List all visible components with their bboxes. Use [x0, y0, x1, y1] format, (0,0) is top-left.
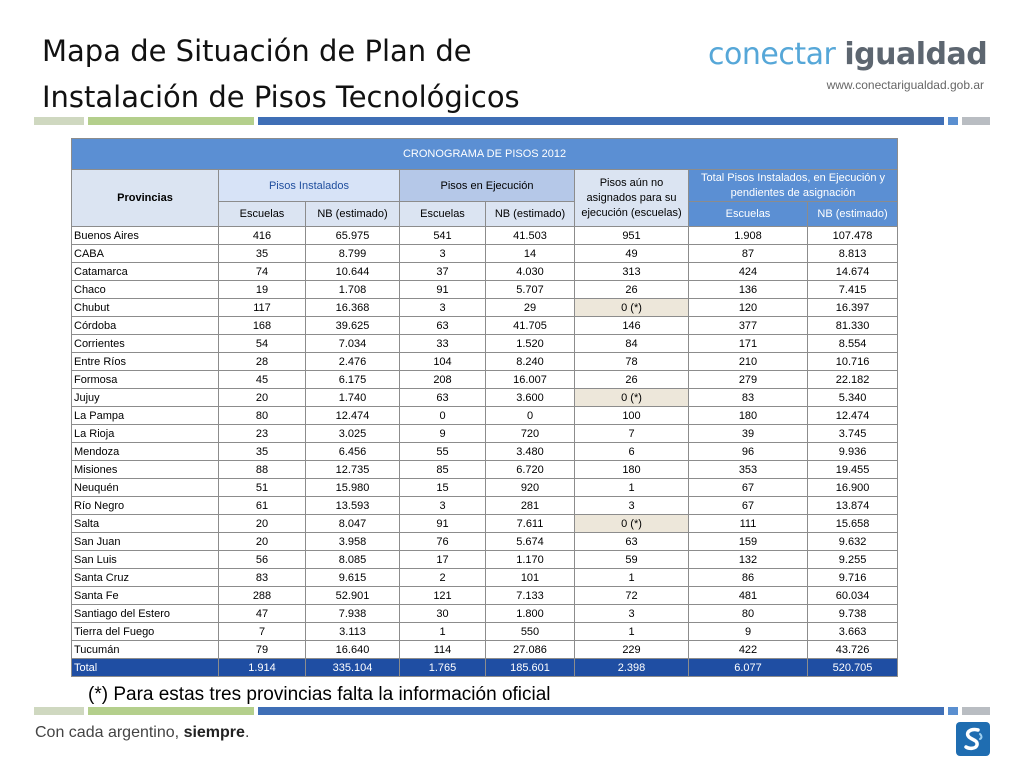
government-logo-icon: [956, 722, 990, 756]
value-cell: 19: [219, 281, 306, 299]
value-cell: 96: [689, 443, 808, 461]
value-cell: 168: [219, 317, 306, 335]
value-cell: 100: [575, 407, 689, 425]
value-cell: 8.799: [306, 245, 400, 263]
total-label: Total: [72, 659, 219, 677]
subheader-nb-total: NB (estimado): [808, 202, 898, 227]
value-cell: 3.600: [486, 389, 575, 407]
value-cell: 6.456: [306, 443, 400, 461]
value-cell: 14.674: [808, 263, 898, 281]
table-row: [72, 551, 898, 569]
value-cell: 279: [689, 371, 808, 389]
total-cell: 1.765: [400, 659, 486, 677]
value-cell: 45: [219, 371, 306, 389]
footnote: (*) Para estas tres provincias falta la información oficial: [88, 684, 551, 705]
value-cell: 15.658: [808, 515, 898, 533]
value-cell: 951: [575, 227, 689, 245]
value-cell: 8.813: [808, 245, 898, 263]
subheader-nb-instalados: NB (estimado): [306, 202, 400, 227]
table-row: [72, 461, 898, 479]
value-cell: 353: [689, 461, 808, 479]
value-cell: 117: [219, 299, 306, 317]
table-row: [72, 353, 898, 371]
header-pisos-ejecucion: Pisos en Ejecución: [400, 170, 575, 202]
value-cell: 16.368: [306, 299, 400, 317]
value-cell: 8.240: [486, 353, 575, 371]
value-cell: 12.474: [306, 407, 400, 425]
subheader-nb-ejecucion: NB (estimado): [486, 202, 575, 227]
header-provincias: Provincias: [72, 170, 219, 227]
value-cell: 37: [400, 263, 486, 281]
value-cell: 35: [219, 443, 306, 461]
value-cell: 39.625: [306, 317, 400, 335]
value-cell: 9.255: [808, 551, 898, 569]
table-row: [72, 497, 898, 515]
value-cell: 114: [400, 641, 486, 659]
value-cell: 14: [486, 245, 575, 263]
value-cell: 55: [400, 443, 486, 461]
province-cell: Santa Fe: [72, 587, 219, 605]
value-cell: 1.708: [306, 281, 400, 299]
table-row: [72, 479, 898, 497]
value-cell: 180: [575, 461, 689, 479]
value-cell: 41.705: [486, 317, 575, 335]
table-row: [72, 443, 898, 461]
total-cell: 520.705: [808, 659, 898, 677]
value-cell: 6.720: [486, 461, 575, 479]
value-cell: 6.175: [306, 371, 400, 389]
logo-word-conectar: conectar: [708, 37, 836, 72]
province-cell: Salta: [72, 515, 219, 533]
value-cell: 208: [400, 371, 486, 389]
value-cell: 47: [219, 605, 306, 623]
value-cell: 121: [400, 587, 486, 605]
value-cell: 9: [400, 425, 486, 443]
value-cell: 7.133: [486, 587, 575, 605]
province-cell: CABA: [72, 245, 219, 263]
value-cell: 30: [400, 605, 486, 623]
table-row: [72, 623, 898, 641]
value-cell: 4.030: [486, 263, 575, 281]
total-cell: 1.914: [219, 659, 306, 677]
table-row: [72, 263, 898, 281]
total-row: [72, 659, 898, 677]
conectar-igualdad-logo: [708, 38, 988, 92]
value-cell: 180: [689, 407, 808, 425]
header-pisos-instalados: Pisos Instalados: [219, 170, 400, 202]
value-cell: 41.503: [486, 227, 575, 245]
slogan-end: .: [244, 724, 250, 741]
slogan-bold: siempre: [183, 724, 245, 741]
value-cell: 91: [400, 515, 486, 533]
province-cell: San Juan: [72, 533, 219, 551]
subheader-escuelas-total: Escuelas: [689, 202, 808, 227]
value-cell: 229: [575, 641, 689, 659]
province-cell: Mendoza: [72, 443, 219, 461]
value-cell: 1.520: [486, 335, 575, 353]
value-cell: 171: [689, 335, 808, 353]
value-cell: 5.674: [486, 533, 575, 551]
value-cell: 76: [400, 533, 486, 551]
value-cell: 422: [689, 641, 808, 659]
value-cell: 12.474: [808, 407, 898, 425]
value-cell: 20: [219, 533, 306, 551]
value-cell: 424: [689, 263, 808, 281]
value-cell: 33: [400, 335, 486, 353]
value-cell: 0 (*): [575, 515, 689, 533]
value-cell: 16.007: [486, 371, 575, 389]
subheader-escuelas-instalados: Escuelas: [219, 202, 306, 227]
value-cell: 26: [575, 281, 689, 299]
value-cell: 8.047: [306, 515, 400, 533]
value-cell: 29: [486, 299, 575, 317]
value-cell: 15: [400, 479, 486, 497]
value-cell: 1.908: [689, 227, 808, 245]
value-cell: 28: [219, 353, 306, 371]
value-cell: 720: [486, 425, 575, 443]
value-cell: 3: [575, 497, 689, 515]
table-row: [72, 515, 898, 533]
value-cell: 3: [400, 497, 486, 515]
value-cell: 3.958: [306, 533, 400, 551]
province-cell: San Luis: [72, 551, 219, 569]
logo-url: www.conectarigualdad.gob.ar: [826, 78, 984, 92]
value-cell: 52.901: [306, 587, 400, 605]
table-row: [72, 281, 898, 299]
value-cell: 1.800: [486, 605, 575, 623]
province-cell: Tucumán: [72, 641, 219, 659]
logo-word-igualdad: igualdad: [844, 37, 988, 72]
value-cell: 72: [575, 587, 689, 605]
value-cell: 80: [689, 605, 808, 623]
value-cell: 3: [400, 245, 486, 263]
total-cell: 2.398: [575, 659, 689, 677]
table-row: [72, 641, 898, 659]
value-cell: 63: [400, 317, 486, 335]
subheader-escuelas-ejecucion: Escuelas: [400, 202, 486, 227]
value-cell: 26: [575, 371, 689, 389]
value-cell: 146: [575, 317, 689, 335]
value-cell: 39: [689, 425, 808, 443]
value-cell: 27.086: [486, 641, 575, 659]
province-cell: Corrientes: [72, 335, 219, 353]
value-cell: 51: [219, 479, 306, 497]
province-cell: Entre Ríos: [72, 353, 219, 371]
province-cell: Buenos Aires: [72, 227, 219, 245]
footer-slogan: [35, 724, 249, 742]
value-cell: 85: [400, 461, 486, 479]
value-cell: 7.611: [486, 515, 575, 533]
value-cell: 59: [575, 551, 689, 569]
value-cell: 13.593: [306, 497, 400, 515]
value-cell: 281: [486, 497, 575, 515]
value-cell: 6: [575, 443, 689, 461]
value-cell: 81.330: [808, 317, 898, 335]
value-cell: 13.874: [808, 497, 898, 515]
top-divider-bar: [34, 117, 990, 125]
table-caption: CRONOGRAMA DE PISOS 2012: [72, 139, 898, 170]
value-cell: 107.478: [808, 227, 898, 245]
value-cell: 101: [486, 569, 575, 587]
value-cell: 74: [219, 263, 306, 281]
value-cell: 3: [575, 605, 689, 623]
value-cell: 87: [689, 245, 808, 263]
value-cell: 9: [689, 623, 808, 641]
value-cell: 2: [400, 569, 486, 587]
value-cell: 1: [575, 569, 689, 587]
table-row: [72, 407, 898, 425]
value-cell: 10.644: [306, 263, 400, 281]
value-cell: 7.415: [808, 281, 898, 299]
value-cell: 481: [689, 587, 808, 605]
value-cell: 3: [400, 299, 486, 317]
province-cell: Chubut: [72, 299, 219, 317]
province-cell: Santa Cruz: [72, 569, 219, 587]
value-cell: 23: [219, 425, 306, 443]
province-cell: Río Negro: [72, 497, 219, 515]
value-cell: 1.740: [306, 389, 400, 407]
value-cell: 5.340: [808, 389, 898, 407]
value-cell: 5.707: [486, 281, 575, 299]
value-cell: 1: [400, 623, 486, 641]
value-cell: 12.735: [306, 461, 400, 479]
value-cell: 67: [689, 497, 808, 515]
value-cell: 0: [400, 407, 486, 425]
value-cell: 3.480: [486, 443, 575, 461]
value-cell: 7.034: [306, 335, 400, 353]
value-cell: 63: [575, 533, 689, 551]
title-line-1: Mapa de Situación de Plan de: [42, 34, 472, 68]
value-cell: 0 (*): [575, 389, 689, 407]
province-cell: Neuquén: [72, 479, 219, 497]
value-cell: 136: [689, 281, 808, 299]
province-cell: Formosa: [72, 371, 219, 389]
value-cell: 3.663: [808, 623, 898, 641]
value-cell: 377: [689, 317, 808, 335]
province-cell: Jujuy: [72, 389, 219, 407]
value-cell: 541: [400, 227, 486, 245]
value-cell: 7: [219, 623, 306, 641]
total-cell: 6.077: [689, 659, 808, 677]
value-cell: 132: [689, 551, 808, 569]
value-cell: 20: [219, 515, 306, 533]
province-cell: Santiago del Estero: [72, 605, 219, 623]
table-row: [72, 569, 898, 587]
value-cell: 3.745: [808, 425, 898, 443]
header-pisos-no-asignados: Pisos aún no asignados para su ejecución (escuelas): [575, 170, 689, 227]
value-cell: 83: [219, 569, 306, 587]
value-cell: 91: [400, 281, 486, 299]
value-cell: 1: [575, 479, 689, 497]
value-cell: 313: [575, 263, 689, 281]
value-cell: 19.455: [808, 461, 898, 479]
value-cell: 83: [689, 389, 808, 407]
province-cell: La Rioja: [72, 425, 219, 443]
value-cell: 9.738: [808, 605, 898, 623]
value-cell: 104: [400, 353, 486, 371]
province-cell: Tierra del Fuego: [72, 623, 219, 641]
value-cell: 920: [486, 479, 575, 497]
value-cell: 9.632: [808, 533, 898, 551]
table-row: [72, 227, 898, 245]
province-cell: Misiones: [72, 461, 219, 479]
value-cell: 17: [400, 551, 486, 569]
value-cell: 120: [689, 299, 808, 317]
value-cell: 416: [219, 227, 306, 245]
value-cell: 78: [575, 353, 689, 371]
value-cell: 43.726: [808, 641, 898, 659]
value-cell: 8.085: [306, 551, 400, 569]
value-cell: 20: [219, 389, 306, 407]
value-cell: 2.476: [306, 353, 400, 371]
slogan-plain: Con cada argentino,: [35, 724, 180, 741]
value-cell: 56: [219, 551, 306, 569]
value-cell: 79: [219, 641, 306, 659]
value-cell: 1.170: [486, 551, 575, 569]
value-cell: 7: [575, 425, 689, 443]
page-title: [42, 28, 568, 120]
table-row: [72, 371, 898, 389]
table-row: [72, 299, 898, 317]
value-cell: 80: [219, 407, 306, 425]
value-cell: 22.182: [808, 371, 898, 389]
table-row: [72, 245, 898, 263]
value-cell: 159: [689, 533, 808, 551]
value-cell: 210: [689, 353, 808, 371]
value-cell: 16.900: [808, 479, 898, 497]
value-cell: 84: [575, 335, 689, 353]
table-row: [72, 605, 898, 623]
value-cell: 49: [575, 245, 689, 263]
value-cell: 35: [219, 245, 306, 263]
value-cell: 61: [219, 497, 306, 515]
bottom-divider-bar: [34, 707, 990, 715]
value-cell: 15.980: [306, 479, 400, 497]
value-cell: 9.716: [808, 569, 898, 587]
table-row: [72, 389, 898, 407]
value-cell: 0: [486, 407, 575, 425]
value-cell: 9.615: [306, 569, 400, 587]
value-cell: 65.975: [306, 227, 400, 245]
value-cell: 60.034: [808, 587, 898, 605]
value-cell: 63: [400, 389, 486, 407]
pisos-schedule-table: [71, 138, 898, 677]
value-cell: 1: [575, 623, 689, 641]
table-row: [72, 587, 898, 605]
value-cell: 7.938: [306, 605, 400, 623]
province-cell: Chaco: [72, 281, 219, 299]
value-cell: 16.640: [306, 641, 400, 659]
value-cell: 86: [689, 569, 808, 587]
value-cell: 288: [219, 587, 306, 605]
total-cell: 185.601: [486, 659, 575, 677]
province-cell: Córdoba: [72, 317, 219, 335]
table-row: [72, 533, 898, 551]
value-cell: 54: [219, 335, 306, 353]
province-cell: Catamarca: [72, 263, 219, 281]
value-cell: 3.113: [306, 623, 400, 641]
value-cell: 0 (*): [575, 299, 689, 317]
table-row: [72, 425, 898, 443]
total-cell: 335.104: [306, 659, 400, 677]
value-cell: 3.025: [306, 425, 400, 443]
table-row: [72, 335, 898, 353]
value-cell: 16.397: [808, 299, 898, 317]
value-cell: 550: [486, 623, 575, 641]
value-cell: 67: [689, 479, 808, 497]
value-cell: 9.936: [808, 443, 898, 461]
header-total-pisos: Total Pisos Instalados, en Ejecución y pendientes de asignación: [689, 170, 898, 202]
value-cell: 111: [689, 515, 808, 533]
value-cell: 88: [219, 461, 306, 479]
value-cell: 10.716: [808, 353, 898, 371]
table-row: [72, 317, 898, 335]
title-line-2: Instalación de Pisos Tecnológicos: [42, 80, 520, 114]
value-cell: 8.554: [808, 335, 898, 353]
province-cell: La Pampa: [72, 407, 219, 425]
